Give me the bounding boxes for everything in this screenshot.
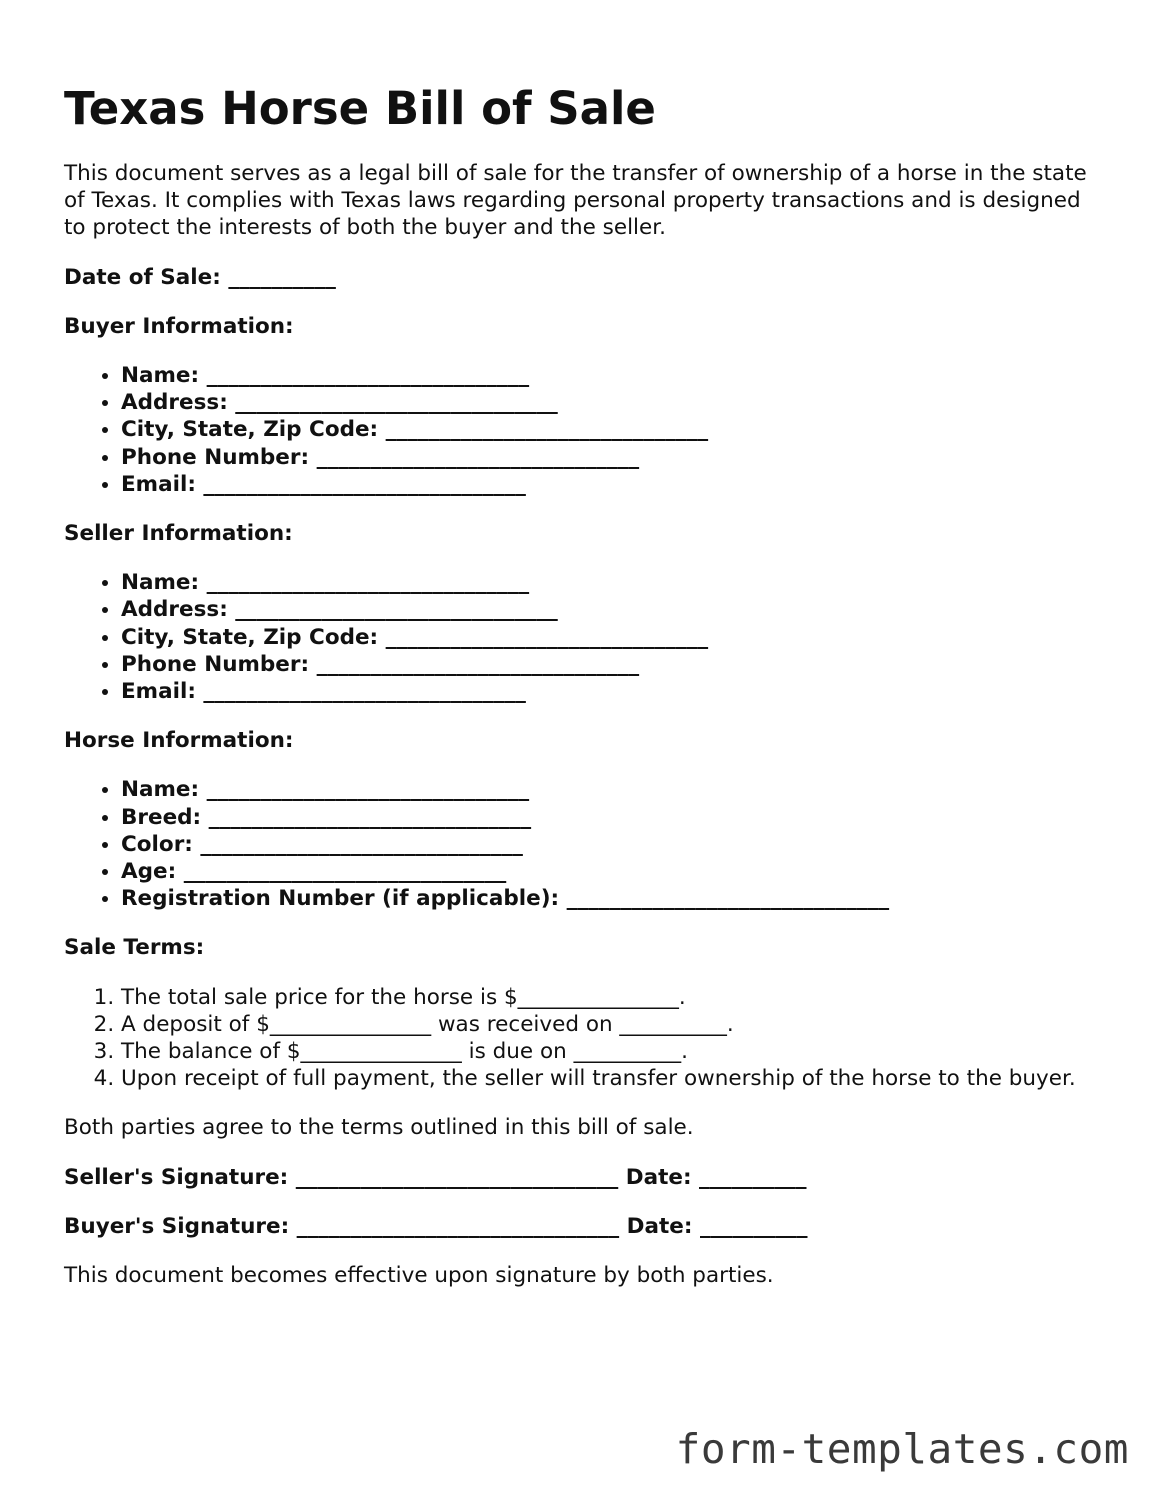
horse-name-field: • Name: ______________________________ bbox=[121, 776, 1104, 803]
agreement-statement: Both parties agree to the terms outlined in this bill of sale. bbox=[64, 1115, 694, 1141]
term-item: 2. A deposit of $_______________ was received on __________. bbox=[121, 1011, 1104, 1038]
buyer-heading: Buyer Information: bbox=[64, 313, 294, 339]
buyer-phone-field: • Phone Number: ______________________________ bbox=[121, 444, 1104, 471]
horse-heading: Horse Information: bbox=[64, 728, 294, 754]
horse-breed-field: • Breed: ______________________________ bbox=[121, 804, 1104, 831]
term-item: 4. Upon receipt of full payment, the seller will transfer ownership of the horse to the buyer. bbox=[121, 1065, 1104, 1092]
buyer-address-field: • Address: ______________________________ bbox=[121, 389, 1104, 416]
buyer-list bbox=[64, 362, 1104, 498]
horse-registration-field: • Registration Number (if applicable): ______________________________ bbox=[121, 885, 1104, 912]
page-title: Texas Horse Bill of Sale bbox=[64, 82, 656, 135]
buyer-name-field: • Name: ______________________________ bbox=[121, 362, 1104, 389]
horse-color-field: • Color: ______________________________ bbox=[121, 831, 1104, 858]
seller-phone-field: • Phone Number: ______________________________ bbox=[121, 651, 1104, 678]
date-of-sale-field: Date of Sale: __________ bbox=[64, 264, 336, 290]
buyer-city-state-zip-field: • City, State, Zip Code: ______________________________ bbox=[121, 416, 1104, 443]
watermark: form-templates.com bbox=[675, 1425, 1129, 1473]
buyer-email-field: • Email: ______________________________ bbox=[121, 471, 1104, 498]
seller-list bbox=[64, 569, 1104, 705]
seller-signature-line: Seller's Signature: ______________________________ Date: __________ bbox=[64, 1164, 807, 1190]
terms-heading: Sale Terms: bbox=[64, 935, 205, 961]
horse-age-field: • Age: ______________________________ bbox=[121, 858, 1104, 885]
seller-name-field: • Name: ______________________________ bbox=[121, 569, 1104, 596]
intro-paragraph: This document serves as a legal bill of sale for the transfer of ownership of a horse in the state of Texas. It complies with Texas laws regarding personal property transactions and is designed to protect the interests of both the buyer and the seller. bbox=[64, 161, 1087, 241]
buyer-signature-line: Buyer's Signature: ______________________________ Date: __________ bbox=[64, 1213, 808, 1239]
term-item: 3. The balance of $_______________ is due on __________. bbox=[121, 1038, 1104, 1065]
seller-heading: Seller Information: bbox=[64, 521, 293, 547]
seller-city-state-zip-field: • City, State, Zip Code: ______________________________ bbox=[121, 624, 1104, 651]
term-item: 1. The total sale price for the horse is $_______________. bbox=[121, 984, 1104, 1011]
horse-list bbox=[64, 776, 1104, 912]
terms-list bbox=[64, 984, 1104, 1093]
seller-email-field: • Email: ______________________________ bbox=[121, 678, 1104, 705]
effective-statement: This document becomes effective upon signature by both parties. bbox=[64, 1263, 774, 1289]
seller-address-field: • Address: ______________________________ bbox=[121, 596, 1104, 623]
document-page bbox=[64, 80, 1104, 1289]
